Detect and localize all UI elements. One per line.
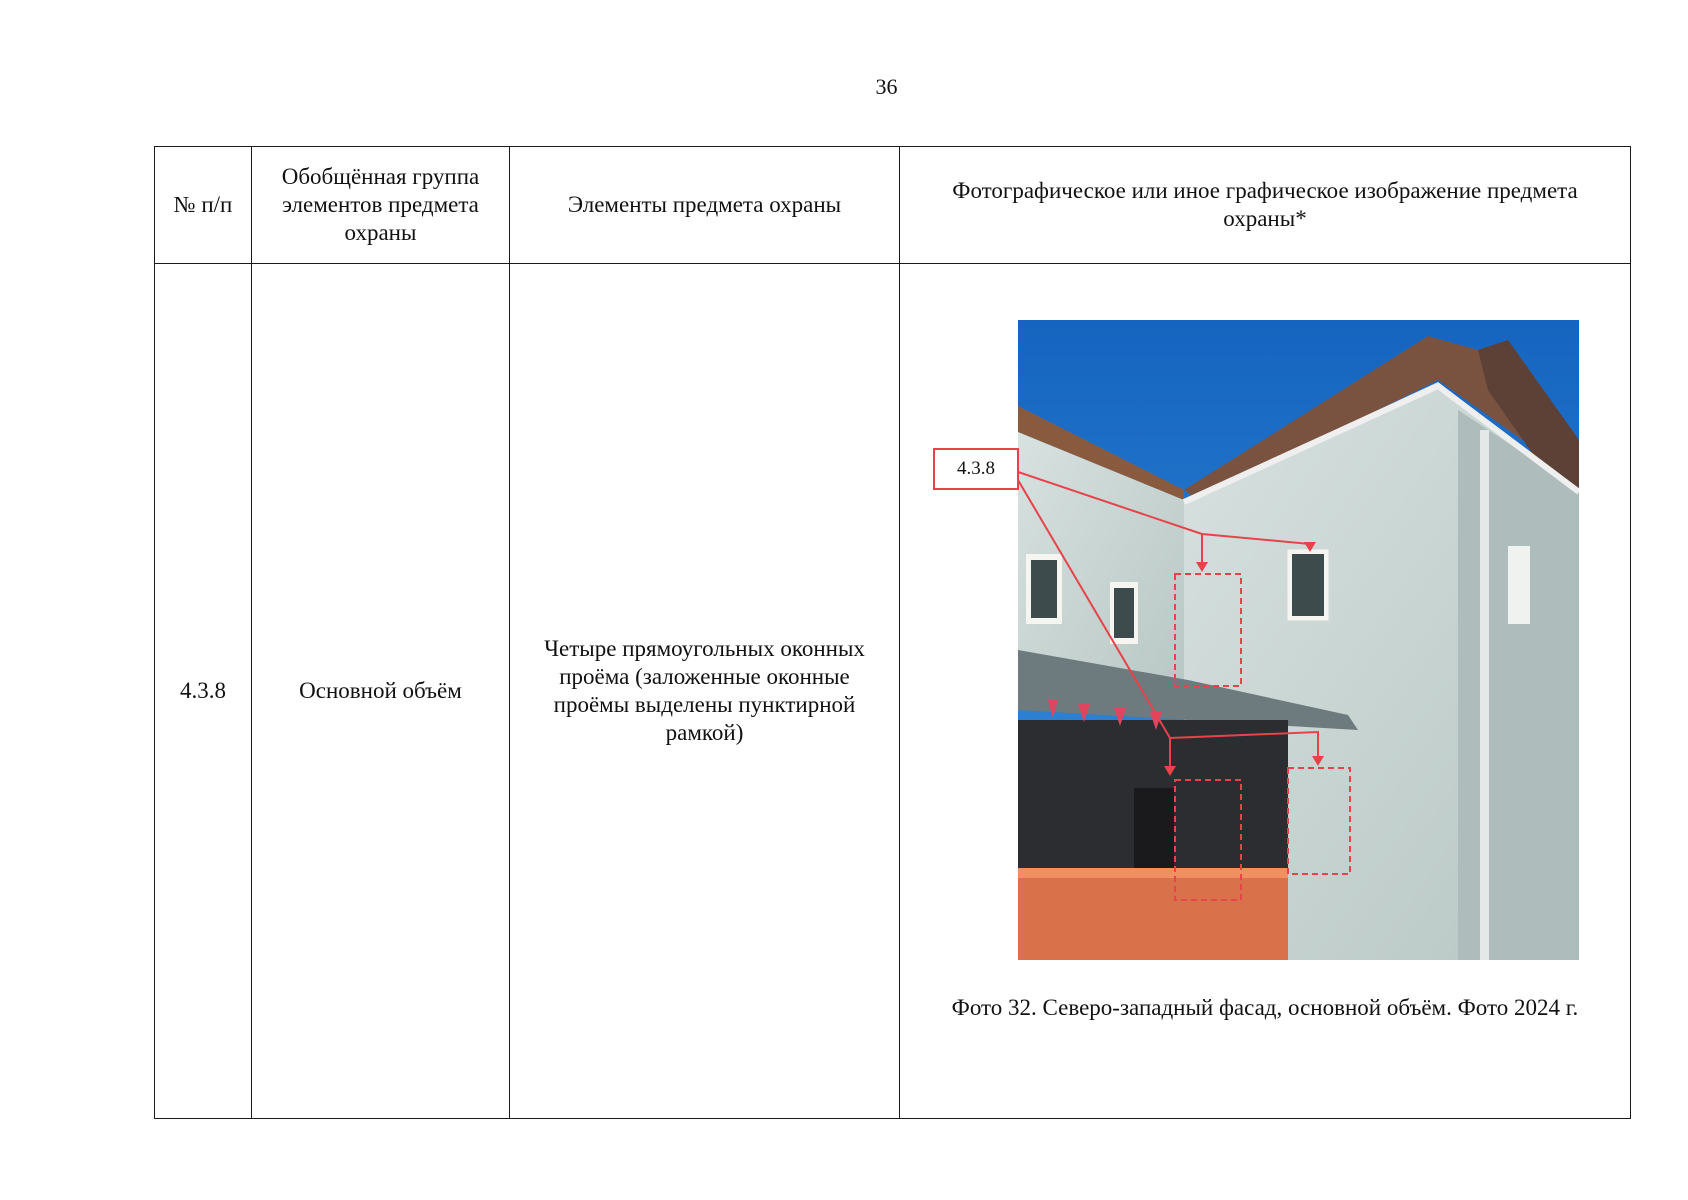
header-group: Обобщённая группа элементов предмета охраны: [252, 147, 510, 264]
table-row: [155, 264, 1631, 1119]
photo-callout-label: 4.3.8: [933, 448, 1019, 490]
protection-table: [154, 146, 1631, 1119]
cell-number: 4.3.8: [155, 264, 252, 1119]
facade-photo-drawing: [1018, 320, 1579, 960]
photo-caption: Фото 32. Северо-западный фасад, основной объём. Фото 2024 г.: [951, 995, 1579, 1020]
cell-image: [900, 264, 1631, 1119]
facade-photo: [1018, 320, 1579, 960]
header-number: № п/п: [155, 147, 252, 264]
header-elements: Элементы предмета охраны: [510, 147, 900, 264]
cell-elements: Четыре прямоугольных оконных проёма (заложенные оконные проёмы выделены пунктирной рамкой): [510, 264, 900, 1119]
table-header-row: [155, 147, 1631, 264]
header-image: Фотографическое или иное графическое изображение предмета охраны*: [900, 147, 1631, 264]
cell-group: Основной объём: [252, 264, 510, 1119]
page-number: 36: [875, 74, 898, 99]
